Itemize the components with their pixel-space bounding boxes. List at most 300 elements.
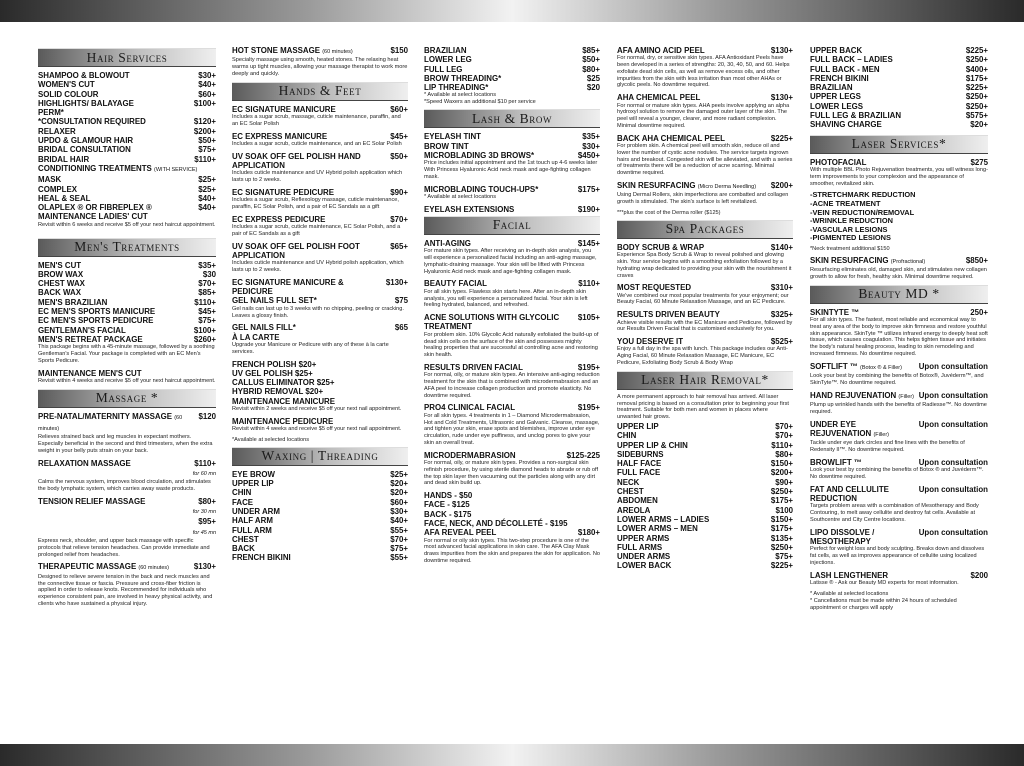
service-row — [617, 46, 793, 55]
service-row — [38, 316, 216, 325]
service-name — [38, 412, 198, 435]
service-item — [38, 369, 216, 385]
service-name-text: LIPO DISSOLVE / MESOTHERAPY — [810, 527, 875, 546]
service-name — [810, 362, 919, 373]
service-name-text: CALLUS ELIMINATOR $25+ — [232, 378, 335, 388]
service-price — [395, 296, 408, 305]
service-name-text: FULL LEG & BRAZILIAN — [810, 111, 902, 121]
service-name-text: MAINTENANCE MANICURE — [232, 396, 336, 406]
service-item — [232, 215, 408, 238]
service-price-text: $225+ — [770, 561, 793, 571]
service-price-text: $20+ — [390, 479, 408, 489]
section-header-lash-brow: Lash & Brow — [424, 109, 600, 128]
service-name-text: FRENCH BIKINI — [232, 553, 291, 563]
service-name-text: UPPER BACK — [810, 46, 863, 55]
service-row — [810, 485, 988, 504]
service-item — [810, 92, 988, 101]
service-name — [810, 83, 966, 92]
service-row — [232, 46, 408, 57]
service-price — [966, 74, 988, 83]
service-price-text: $200 — [970, 570, 988, 580]
service-name — [424, 239, 578, 248]
service-item — [232, 516, 408, 525]
service-row — [232, 417, 408, 426]
service-price-text: $225+ — [965, 83, 988, 93]
service-price — [390, 526, 408, 535]
service-price-text: $40+ — [198, 80, 216, 90]
service-price — [771, 93, 793, 102]
service-name — [232, 498, 390, 507]
service-item — [810, 391, 988, 416]
service-item — [232, 397, 408, 413]
service-price-extra: $95+ — [198, 517, 216, 527]
service-name-text: FULL BACK – LADIES — [810, 55, 893, 65]
service-item — [232, 470, 408, 479]
service-name — [38, 497, 193, 506]
service-price-text: Upon consultation — [918, 390, 988, 400]
service-price — [970, 120, 988, 129]
service-price-text: $225+ — [965, 46, 988, 55]
service-item — [38, 261, 216, 270]
service-row — [38, 459, 216, 480]
service-price-text: $100 — [775, 505, 793, 515]
service-price-text: $120+ — [193, 117, 216, 127]
service-description: This package begins with a 45-minute massage, followed by a soothing Gentleman's Facial. Your package is completed with an EC Men's Sports Pedicure. — [38, 344, 215, 364]
service-name-text: ACNE SOLUTIONS WITH GLYCOLIC TREATMENT — [424, 313, 560, 332]
service-name — [38, 99, 194, 108]
service-name-text: UPPER LIP — [232, 479, 274, 489]
service-item — [810, 102, 988, 111]
service-name-text: SHAVING CHARGE — [810, 120, 882, 130]
service-name — [232, 470, 390, 479]
service-name — [617, 134, 771, 143]
service-name — [810, 420, 919, 441]
service-description: Includes cuticle maintenance and UV Hybrid polish application which lasts up to 2 weeks. — [232, 170, 403, 184]
service-name — [617, 543, 771, 552]
service-price — [194, 127, 216, 136]
service-item — [38, 175, 216, 184]
service-name-text: HYBRID REMOVAL $20+ — [232, 387, 324, 397]
service-item — [38, 145, 216, 154]
service-row — [617, 496, 793, 505]
service-price-text: $75+ — [390, 544, 408, 554]
service-name-text: CHIN — [617, 431, 637, 441]
service-name — [424, 151, 578, 160]
service-item — [617, 515, 793, 524]
service-price — [198, 261, 216, 270]
service-price — [194, 562, 216, 571]
service-name-text: NECK — [617, 477, 640, 487]
service-name — [424, 74, 587, 83]
service-name-text: ABDOMEN — [617, 496, 658, 506]
service-name — [424, 132, 582, 141]
service-price-text: $130+ — [193, 562, 216, 572]
service-name — [810, 65, 966, 74]
service-name-text: BROW WAX — [38, 269, 84, 279]
photofacial-benefit: -STRETCHMARK REDUCTION — [810, 190, 916, 200]
service-price-text: $275 — [970, 157, 988, 167]
service-price-text: $40+ — [390, 516, 408, 526]
service-name-text: MEN'S BRAZILIAN — [38, 297, 108, 307]
service-name — [810, 158, 970, 167]
service-price — [582, 142, 600, 151]
service-name — [232, 369, 408, 378]
service-item — [424, 205, 600, 214]
service-price — [390, 470, 408, 479]
service-name-text: FULL FACE — [617, 468, 661, 478]
service-price-text: $25+ — [390, 469, 408, 479]
service-item — [232, 488, 408, 497]
service-price-text: $140+ — [770, 242, 793, 252]
service-name — [617, 506, 775, 515]
service-price — [582, 46, 600, 55]
service-price-text: $850+ — [965, 255, 988, 265]
service-price-text: $180+ — [577, 528, 600, 538]
service-price-text: $575+ — [965, 111, 988, 121]
service-row — [617, 181, 793, 192]
service-name-text: GENTLEMAN'S FACIAL — [38, 325, 126, 335]
service-price-text: $195+ — [577, 403, 600, 413]
service-name-text: GEL NAILS FULL SET* — [232, 296, 317, 306]
service-price-text: $90+ — [390, 187, 408, 197]
service-name-text: FACE, NECK, AND DÉCOLLETÉ - $195 — [424, 519, 568, 529]
service-name — [232, 526, 390, 535]
service-name — [232, 152, 390, 171]
service-price-text: $125-225 — [566, 450, 600, 460]
service-price-text: $45+ — [390, 131, 408, 141]
service-item — [617, 134, 793, 177]
service-price — [194, 298, 216, 307]
photofacial-benefit: -WRINKLE REDUCTION — [810, 216, 893, 226]
service-name-text: MAINTENANCE LADIES' CUT — [38, 212, 148, 222]
service-name-text: BACK — [232, 544, 255, 554]
service-row — [810, 111, 988, 120]
service-item — [38, 194, 216, 203]
service-name-text: BACK AHA CHEMICAL PEEL — [617, 133, 725, 143]
service-price — [390, 242, 408, 251]
service-row — [38, 307, 216, 316]
service-row — [810, 158, 988, 167]
service-item — [38, 316, 216, 325]
service-price — [390, 46, 408, 55]
service-price — [198, 412, 216, 421]
service-price-text: $70+ — [198, 279, 216, 289]
service-price-text: $150 — [390, 46, 408, 55]
service-item — [38, 136, 216, 145]
service-name — [617, 310, 771, 319]
service-name-text: UNDER ARM — [232, 506, 280, 516]
service-price-text: $325+ — [770, 310, 793, 320]
service-item — [617, 422, 793, 431]
service-description: Revisit within 4 weeks and receive $5 off your next nail appointment. — [232, 426, 402, 433]
service-item — [617, 310, 793, 333]
service-price-text: $55+ — [390, 553, 408, 563]
service-name — [38, 261, 198, 270]
service-name-text: LIP THREADING* — [424, 83, 489, 93]
service-name-text: UPDO & GLAMOUR HAIR — [38, 136, 134, 146]
service-name-text: HALF FACE — [617, 459, 662, 469]
service-item — [38, 90, 216, 99]
service-name-text: EC MEN'S SPORTS PEDICURE — [38, 316, 154, 326]
service-item — [617, 478, 793, 487]
service-name — [424, 363, 578, 372]
service-name — [424, 510, 600, 519]
service-price — [578, 205, 600, 214]
service-item — [424, 74, 600, 83]
service-name-text: BRIDAL CONSULTATION — [38, 145, 131, 155]
service-name — [232, 278, 386, 297]
service-name — [810, 111, 966, 120]
service-name-text: RESULTS DRIVEN BEAUTY — [617, 310, 720, 320]
service-row — [232, 360, 408, 369]
service-name — [617, 243, 771, 252]
service-description: Upgrade your Manicure or Pedicure with any of these à la carte services. — [232, 341, 389, 355]
service-name — [810, 308, 970, 317]
service-row — [810, 55, 988, 64]
service-name-text: CHIN — [232, 488, 252, 498]
service-item — [38, 185, 216, 194]
service-name-text: UPPER LIP — [617, 421, 659, 431]
service-price — [198, 145, 216, 154]
service-name-text: RELAXER — [38, 126, 76, 136]
service-item — [232, 278, 408, 297]
service-name-text: BROW TINT — [424, 141, 469, 151]
threading-note: * Available at select locations — [424, 92, 497, 99]
service-name-text: HANDS - $50 — [424, 491, 473, 501]
service-row — [617, 450, 793, 459]
service-price-text: $135+ — [770, 533, 793, 543]
service-name — [424, 142, 582, 151]
service-item — [38, 307, 216, 316]
service-row — [810, 46, 988, 55]
service-row — [617, 478, 793, 487]
service-item — [38, 212, 216, 228]
service-row — [38, 203, 216, 212]
service-row — [38, 80, 216, 89]
service-description: Price includes initial appointment and the 1st touch up 4-6 weeks later With Princess Hyaluronic Acid neck mask and age-fighting collagen mask. — [424, 160, 598, 180]
service-name-text: EC SIGNATURE PEDICURE — [232, 187, 335, 197]
service-row — [810, 391, 988, 402]
service-name — [617, 487, 771, 496]
service-name-text: TENSION RELIEF MASSAGE — [38, 496, 146, 506]
service-price-text: $45+ — [198, 307, 216, 317]
service-name-text: CHEST WAX — [38, 279, 85, 289]
service-row — [38, 117, 216, 126]
service-price — [194, 155, 216, 164]
service-item — [38, 412, 216, 455]
service-row — [38, 279, 216, 288]
service-item — [424, 46, 600, 55]
service-name-text: BODY SCRUB & WRAP — [617, 242, 705, 252]
service-name — [38, 203, 198, 212]
service-price — [771, 543, 793, 552]
service-name-text: FRENCH POLISH $20+ — [232, 359, 317, 369]
service-item — [424, 151, 600, 181]
service-name — [38, 185, 198, 194]
service-price — [771, 561, 793, 570]
service-row — [38, 369, 216, 378]
service-name-text: MASK — [38, 175, 62, 185]
service-item — [424, 403, 600, 446]
service-row — [232, 526, 408, 535]
service-name-text: YOU DESERVE IT — [617, 337, 684, 347]
service-row — [38, 326, 216, 335]
service-price-text: $250+ — [965, 55, 988, 65]
service-price — [775, 506, 793, 515]
service-description: With multiple BBL Photo Rejuvenation treatments, you will witness long-term improvements to your complexion and the appearance of smoother, revitalized skin. — [810, 166, 988, 187]
service-name-text: UV SOAK OFF GEL POLISH HAND APPLICATION — [232, 151, 361, 170]
service-item — [38, 562, 216, 607]
service-item — [810, 111, 988, 120]
service-price — [567, 451, 600, 460]
service-name — [424, 279, 578, 288]
service-name — [617, 459, 771, 468]
service-item — [424, 528, 600, 564]
service-name — [617, 496, 771, 505]
service-row — [617, 534, 793, 543]
service-name — [232, 397, 408, 406]
section-header-mens-treatments: Men's Treatments — [38, 238, 216, 257]
service-name — [232, 507, 390, 516]
service-price-text: $450+ — [577, 150, 600, 160]
service-price-text: $75 — [394, 296, 408, 306]
service-name — [38, 316, 198, 325]
service-row — [617, 93, 793, 102]
service-price — [194, 99, 216, 108]
service-name — [232, 387, 408, 396]
service-name-text: RESULTS DRIVEN FACIAL — [424, 362, 523, 372]
service-item — [424, 279, 600, 309]
service-price-text: $130+ — [770, 46, 793, 55]
service-name — [424, 451, 567, 460]
section-header-waxing-threading: Waxing | Threading — [232, 447, 408, 466]
service-name — [810, 55, 966, 64]
service-item — [232, 46, 408, 78]
service-item — [424, 65, 600, 74]
service-row — [810, 74, 988, 83]
service-price-text: $55+ — [390, 525, 408, 535]
service-name — [424, 313, 578, 332]
service-item — [232, 333, 408, 356]
section-header-spa-packages: Spa Packages — [617, 220, 793, 239]
service-price-text: $200+ — [770, 468, 793, 478]
service-name — [232, 360, 408, 369]
photofacial-benefit: -VEIN REDUCTION/REMOVAL — [810, 207, 915, 217]
service-name-text: BRAZILIAN — [424, 46, 467, 55]
service-price-text: $40+ — [198, 203, 216, 213]
service-name-text: AFA REVEAL PEEL — [424, 528, 497, 538]
service-name-text: BRIDAL HAIR — [38, 154, 90, 164]
service-row — [38, 562, 216, 573]
service-row — [232, 369, 408, 378]
service-price-text: $20+ — [970, 120, 988, 130]
service-price — [966, 111, 988, 120]
service-price — [386, 278, 408, 287]
service-name — [38, 175, 198, 184]
service-name — [38, 288, 198, 297]
service-price — [198, 288, 216, 297]
service-item — [424, 491, 600, 500]
service-name-text: LOWER ARMS – LADIES — [617, 514, 710, 524]
service-name-text: CHEST — [617, 487, 644, 497]
service-item — [810, 55, 988, 64]
service-price-text: $85+ — [198, 288, 216, 298]
service-row — [38, 194, 216, 203]
service-item — [617, 337, 793, 367]
service-item — [38, 127, 216, 136]
service-price — [198, 185, 216, 194]
service-name-text: MEN'S RETREAT PACKAGE — [38, 334, 143, 344]
service-row — [38, 212, 216, 221]
service-row — [38, 261, 216, 270]
service-name — [232, 544, 390, 553]
service-item — [232, 132, 408, 148]
service-description: Revisit within 2 weeks and receive $5 off your next nail appointment. — [232, 405, 402, 412]
service-price-text: $250+ — [770, 487, 793, 497]
service-name-text: SOLID COLOUR — [38, 89, 99, 99]
service-description: Revisit within 4 weeks and receive $5 off your next haircut appointment. — [38, 377, 216, 384]
service-price — [775, 431, 793, 440]
service-description: For all skin types. 4 treatments in 1 – Diamond Microdermabrasion, Hot and Cold Treatments, Ultrasonic and Galvanic. Cleanse, massage, and tighten your skin, erase spots and blemishes, improve under eye circulation, rude under eye puffiness, and unclog pores to give your skin an overall treat. — [424, 412, 600, 446]
service-row — [424, 132, 600, 141]
service-price — [390, 152, 408, 161]
column-1 — [38, 46, 216, 738]
service-row — [424, 313, 600, 332]
service-price-text: $175+ — [770, 524, 793, 534]
service-name — [617, 524, 771, 533]
service-item — [810, 83, 988, 92]
service-name-text: UPPER ARMS — [617, 533, 670, 543]
service-name — [810, 92, 966, 101]
service-price — [198, 203, 216, 212]
service-item — [424, 313, 600, 359]
service-price-text: $120 — [198, 411, 216, 421]
service-name — [38, 155, 194, 164]
service-name — [232, 516, 390, 525]
service-name-text: HOT STONE MASSAGE — [232, 46, 320, 55]
service-description: Designed to relieve severe tension in the back and neck muscles and the connective tissue or fascia. Pressure and cross-fiber friction is applied in order to release knots. Recommended for individuals who experience consistent pain, are involved in heavy physical activity, and clients who have sustained a physical injury. — [38, 573, 213, 607]
service-row — [617, 543, 793, 552]
service-price — [771, 134, 793, 143]
service-name-text: LOWER LEGS — [810, 101, 864, 111]
service-price-text: $35+ — [582, 132, 600, 142]
section-header-laser-services: Laser Services* — [810, 135, 988, 154]
service-price — [582, 132, 600, 141]
service-name-text: EC EXPRESS MANICURE — [232, 131, 328, 141]
service-row — [617, 561, 793, 570]
service-name — [810, 485, 919, 504]
service-name-text: BROW THREADING* — [424, 73, 502, 83]
service-price — [771, 283, 793, 292]
service-name — [38, 279, 198, 288]
service-name-text: CHEST — [232, 534, 259, 544]
service-price — [771, 310, 793, 319]
service-name — [810, 120, 970, 129]
service-price-extra: for 45 mn — [192, 529, 216, 536]
availability-note: * Available at selected locations — [810, 590, 889, 597]
service-name — [232, 215, 390, 224]
service-description: For problem skin. A chemical peel will smooth skin, reduce oil and lower the number of cystic acne nodules. The service targets ingrown hairs and breakout. Congested skin will be alleviated, and with a series of treatments there will be a reduction of acne scarring. Minimal downtime required. — [617, 143, 793, 177]
service-name-text: MICROBLADING TOUCH-UPS* — [424, 184, 539, 194]
service-item — [232, 323, 408, 332]
service-name — [38, 80, 198, 89]
service-item — [424, 519, 600, 528]
service-price — [578, 403, 600, 412]
service-price — [194, 117, 216, 126]
service-row — [232, 553, 408, 562]
service-name — [38, 108, 216, 117]
service-row — [38, 108, 216, 117]
